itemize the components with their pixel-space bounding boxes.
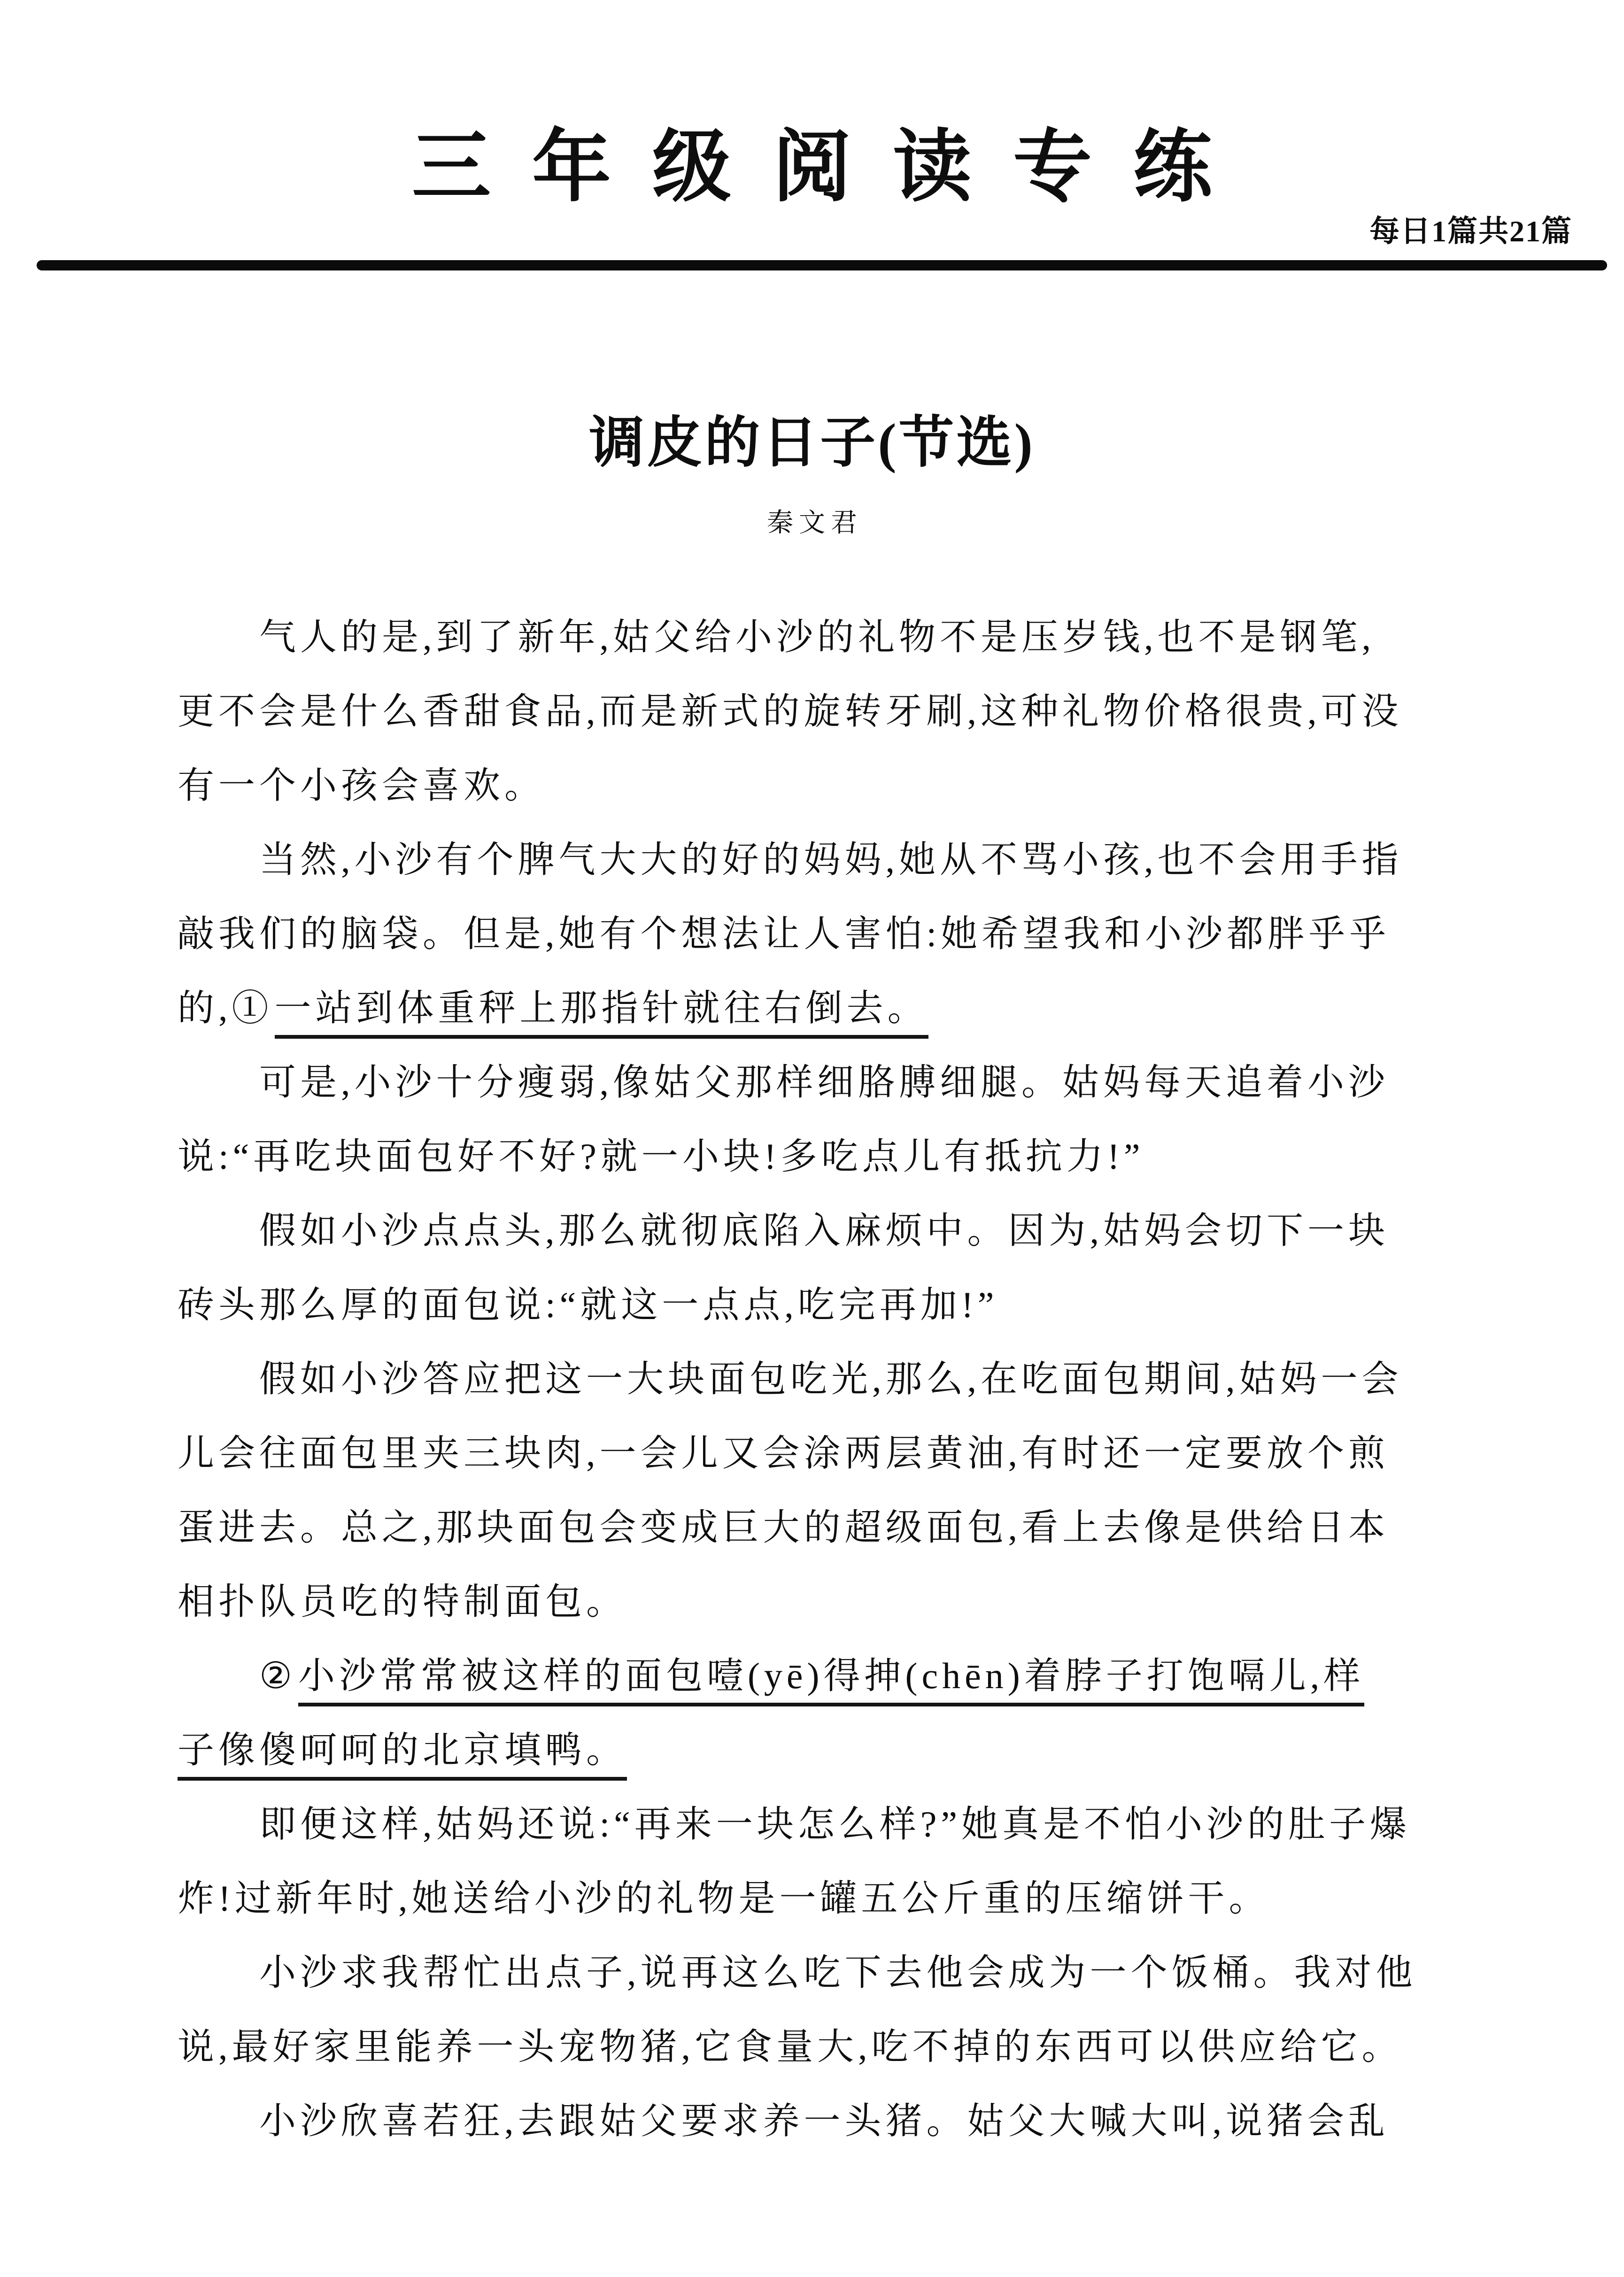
line-text: 砖头那么厚的面包说:“就这一点点,吃完再加!” [178,1284,998,1325]
line-text: 假如小沙答应把这一大块面包吃光,那么,在吃面包期间,姑妈一会 [259,1358,1403,1399]
header-divider [37,260,1607,270]
circled-number-2-icon: ② [259,1655,296,1696]
line-text: 当然,小沙有个脾气大大的好的妈妈,她从不骂小孩,也不会用手指 [259,839,1403,880]
line-text: 可是,小沙十分瘦弱,像姑父那样细胳膊细腿。姑妈每天追着小沙 [259,1062,1390,1103]
line-text: 有一个小孩会喜欢。 [178,765,546,806]
body-line [178,897,1483,971]
body-line [178,1119,1483,1194]
body-line [178,1194,1483,1268]
body-line [178,1045,1483,1119]
body-line [178,1713,1483,1787]
body-line [178,2010,1483,2084]
body-line [178,1342,1483,1416]
line-text: 蛋进去。总之,那块面包会变成巨大的超级面包,看上去像是供给日本 [178,1507,1390,1548]
line-text: 炸!过新年时,她送给小沙的礼物是一罐五公斤重的压缩饼干。 [178,1878,1270,1919]
body-line [178,1490,1483,1565]
body-line [178,1639,1483,1713]
body-line [178,674,1483,749]
line-text: 即便这样,姑妈还说:“再来一块怎么样?”她真是不怕小沙的肚子爆 [259,1804,1411,1845]
body-line [178,600,1483,674]
line-text: 小沙欣喜若狂,去跟姑父要求养一头猪。姑父大喊大叫,说猪会乱 [259,2100,1390,2141]
line-text: 更不会是什么香甜食品,而是新式的旋转牙刷,这种礼物价格很贵,可没 [178,691,1403,732]
underlined-sentence-2: 小沙常常被这样的面包噎(yē)得抻(chēn)着脖子打饱嗝儿,样 [298,1655,1364,1706]
page-title: 三年级阅读专练 [412,124,1253,211]
body-line [178,971,1483,1045]
body-line [178,1416,1483,1490]
article-author: 秦文君 [767,509,863,538]
line-text: 假如小沙点点头,那么就彻底陷入麻烦中。因为,姑妈会切下一块 [259,1210,1390,1251]
body-line [178,823,1483,897]
line-text: 敲我们的脑袋。但是,她有个想法让人害怕:她希望我和小沙都胖乎乎 [178,913,1391,954]
body-line [178,1861,1483,1936]
body-line [178,749,1483,823]
circled-number-1-icon: ① [232,988,273,1028]
line-text: 相扑队员吃的特制面包。 [178,1581,627,1622]
underlined-sentence-1: 一站到体重秤上那指针就往右倒去。 [275,988,928,1039]
line-text: 气人的是,到了新年,姑父给小沙的礼物不是压岁钱,也不是钢笔, [259,617,1376,657]
line-text: 的, [178,988,232,1028]
line-text: 说:“再吃块面包好不好?就一小块!多吃点儿有抵抗力!” [178,1136,1145,1177]
body-line [178,1936,1483,2010]
body-line [178,1787,1483,1861]
article-title: 调皮的日子(节选) [589,412,1035,474]
header-tagline: 每日1篇共21篇 [1369,215,1572,248]
underlined-sentence-2-continued: 子像傻呵呵的北京填鸭。 [178,1729,627,1781]
body-line [178,1565,1483,1639]
body-line [178,1268,1483,1342]
body-line [178,2084,1483,2158]
line-text: 小沙求我帮忙出点子,说再这么吃下去他会成为一个饭桶。我对他 [259,1952,1417,1993]
line-text: 儿会往面包里夹三块肉,一会儿又会涂两层黄油,有时还一定要放个煎 [178,1433,1390,1474]
line-text: 说,最好家里能养一头宠物猪,它食量大,吃不掉的东西可以供应给它。 [178,2026,1403,2067]
article-body [178,600,1483,2158]
